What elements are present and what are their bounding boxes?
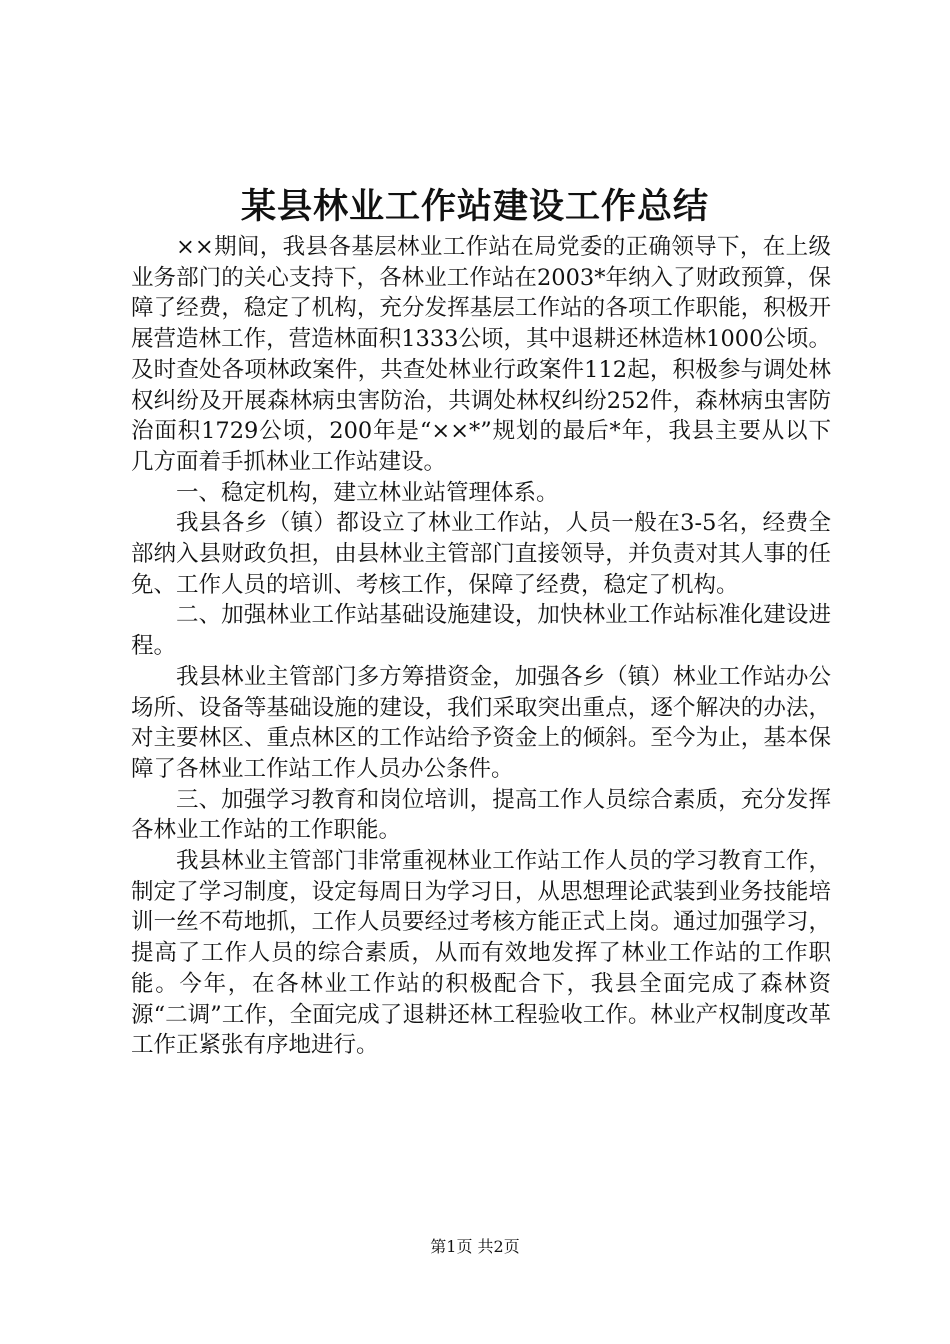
intro-paragraph: ××期间，我县各基层林业工作站在局党委的正确领导下，在上级业务部门的关心支持下，各林业工作站在2003*年纳入了财政预算，保障了经费，稳定了机构，充分发挥基层工作站的各项工作职能，积极开展营造林工作，营造林面积1333公顷，其中退耕还林造林1000公顷。及时查处各项林政案件，共查处林业行政案件112起，积极参与调处林权纠纷及开展森林病虫害防治，共调处林权纠纷252件，森林病虫害防治面积1729公顷，200年是“××*”规划的最后*年，我县主要从以下几方面着手抓林业工作站建设。 (131, 234, 831, 475)
section-paragraph-1: 我县各乡（镇）都设立了林业工作站，人员一般在3-5名，经费全部纳入县财政负担，由县林业主管部门直接领导，并负责对其人事的任免、工作人员的培训、考核工作，保障了经费，稳定了机构。 (131, 510, 831, 598)
section-paragraph-3: 我县林业主管部门非常重视林业工作站工作人员的学习教育工作，制定了学习制度，设定每周日为学习日，从思想理论武装到业务技能培训一丝不苟地抓，工作人员要经过考核方能正式上岗。通过加强学习，提高了工作人员的综合素质，从而有效地发挥了林业工作站的工作职能。今年，在各林业工作站的积极配合下，我县全面完成了森林资源“二调”工作，全面完成了退耕还林工程验收工作。林业产权制度改革工作正紧张有序地进行。 (131, 848, 831, 1059)
section-heading-2: 二、加强林业工作站基础设施建设，加快林业工作站标准化建设进程。 (131, 602, 831, 660)
section-heading-1: 一、稳定机构，建立林业站管理体系。 (176, 479, 559, 506)
page-number: 第1页 共2页 (430, 1237, 520, 1256)
section-heading-3: 三、加强学习教育和岗位培训，提高工作人员综合素质，充分发挥各林业工作站的工作职能。 (131, 786, 831, 844)
section-paragraph-2: 我县林业主管部门多方筹措资金，加强各乡（镇）林业工作站办公场所、设备等基础设施的建设，我们采取突出重点，逐个解决的办法，对主要林区、重点林区的工作站给予资金上的倾斜。至今为止，基本保障了各林业工作站工作人员办公条件。 (131, 663, 831, 782)
document-body (131, 232, 831, 1061)
document-title: 某县林业工作站建设工作总结 (240, 186, 709, 227)
